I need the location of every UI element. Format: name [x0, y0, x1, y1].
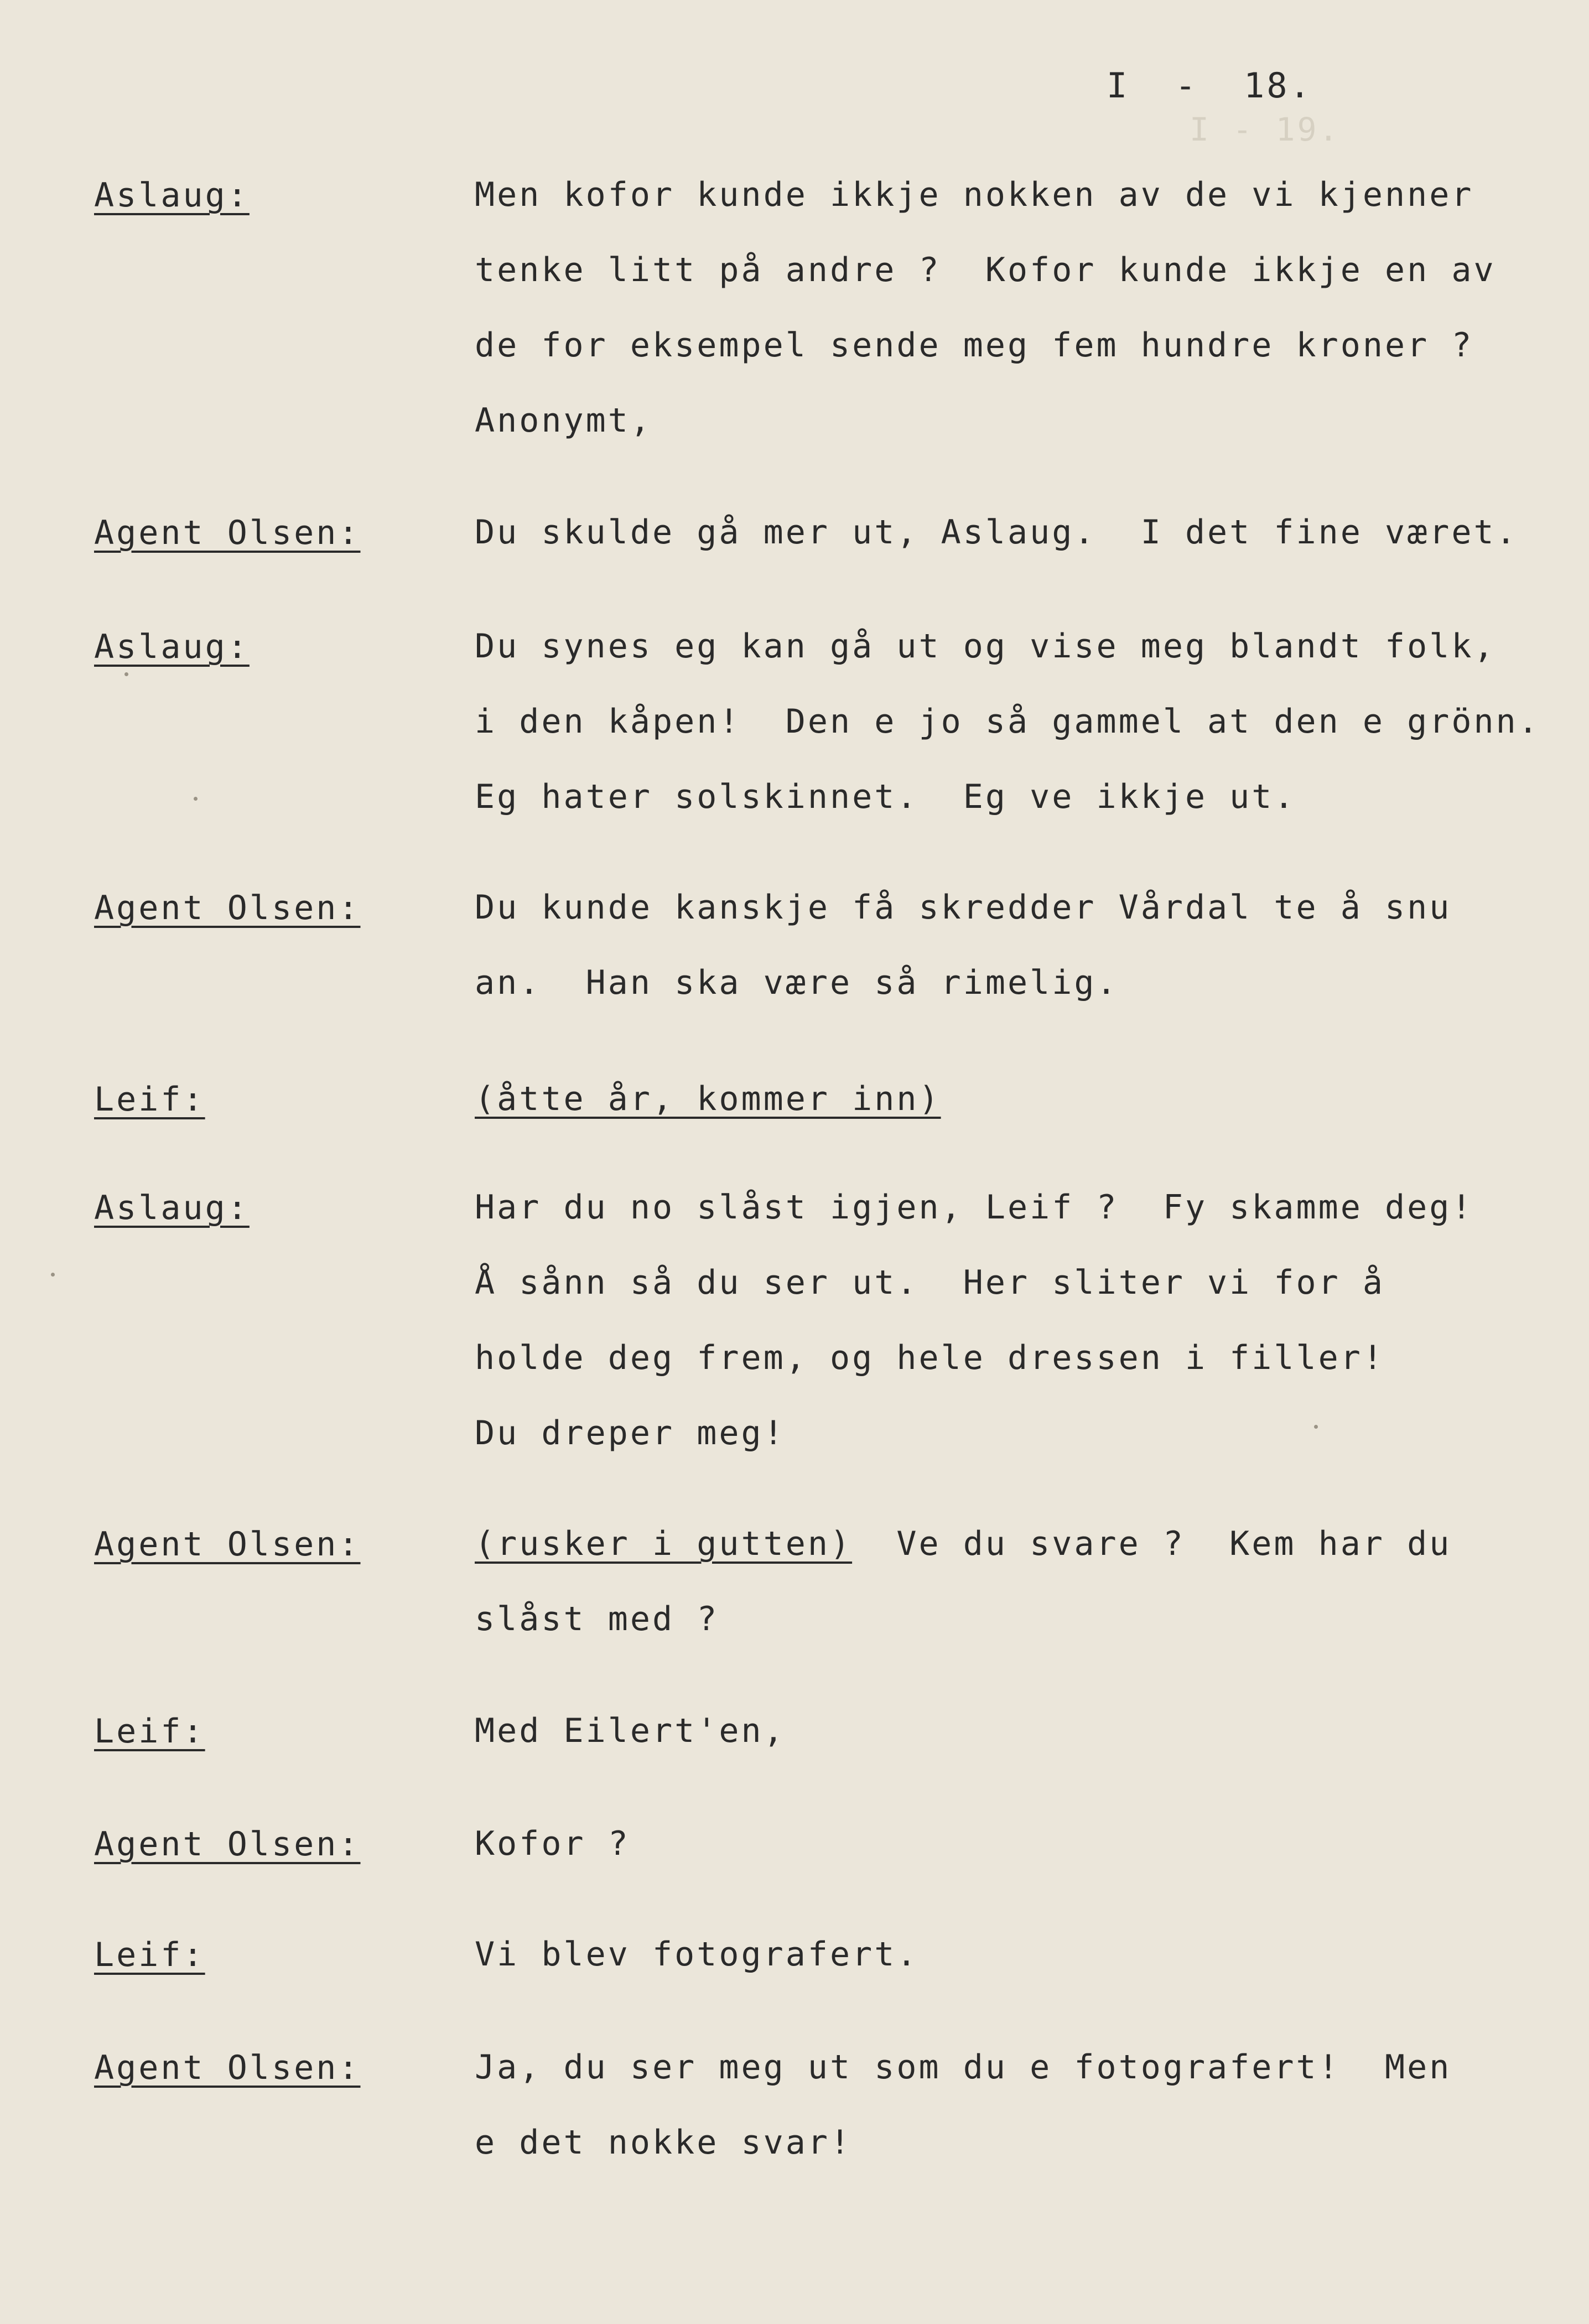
speech-line: an. Han ska være så rimelig. [475, 963, 1119, 1002]
speech-line: Vi blev fotografert. [475, 1935, 919, 1974]
speech-line: tenke litt på andre ? Kofor kunde ikkje en av [475, 251, 1496, 289]
dialogue-speech [475, 1061, 1559, 1137]
stage-direction: (rusker i gutten) [475, 1524, 853, 1563]
dialogue-speech [475, 870, 1559, 1020]
dialogue-speech [475, 1917, 1559, 1992]
paper-speck [194, 797, 198, 801]
speech-line: Eg hater solskinnet. Eg ve ikkje ut. [475, 777, 1296, 816]
dialogue-speech [475, 495, 1559, 570]
speaker-name: Aslaug: [94, 176, 250, 215]
dialogue-speech [475, 2030, 1559, 2180]
speech-line: de for eksempel sende meg fem hundre kroner ? [475, 326, 1474, 365]
speech-line: holde deg frem, og hele dressen i filler! [475, 1339, 1385, 1377]
page-number: I - 18. [1107, 65, 1312, 106]
dialogue-speech [475, 1506, 1559, 1657]
speech-line: Å sånn så du ser ut. Her sliter vi for å [475, 1263, 1385, 1302]
speech-line: Anonymt, [475, 401, 652, 440]
speaker-name: Agent Olsen: [94, 1525, 361, 1564]
speech-line: i den kåpen! Den e jo så gammel at den e grönn. [475, 702, 1540, 741]
speaker-name: Agent Olsen: [94, 2048, 361, 2087]
paper-speck [51, 1273, 55, 1277]
speech-line: Har du no slåst igjen, Leif ? Fy skamme deg! [475, 1188, 1474, 1227]
dialogue-speech [475, 609, 1559, 834]
speech-line: slåst med ? [475, 1600, 719, 1638]
dialogue-speech [475, 157, 1559, 458]
speech-line: Du dreper meg! [475, 1414, 786, 1452]
bleed-through-page-number: I - 19. [1190, 111, 1341, 148]
speech-line: Ja, du ser meg ut som du e fotografert! Men [475, 2048, 1452, 2087]
speech-line: Du synes eg kan gå ut og vise meg blandt folk, [475, 627, 1496, 666]
speech-line: Du skulde gå mer ut, Aslaug. I det fine været. [475, 513, 1518, 552]
speaker-name: Leif: [94, 1936, 205, 1974]
speech-line: e det nokke svar! [475, 2123, 853, 2162]
stage-direction: (åtte år, kommer inn) [475, 1080, 941, 1118]
speech-line: Med Eilert'en, [475, 1711, 786, 1750]
speaker-name: Leif: [94, 1712, 205, 1751]
paper-speck [1314, 1425, 1318, 1429]
dialogue-speech [475, 1170, 1559, 1471]
speaker-name: Agent Olsen: [94, 1825, 361, 1864]
dialogue-speech [475, 1693, 1559, 1768]
speaker-name: Agent Olsen: [94, 513, 361, 552]
dialogue-speech [475, 1806, 1559, 1881]
speaker-name: Agent Olsen: [94, 889, 361, 927]
speaker-name: Leif: [94, 1080, 205, 1119]
speaker-name: Aslaug: [94, 1189, 250, 1227]
speech-line: Ve du svare ? Kem har du [852, 1524, 1452, 1563]
speech-line: Du kunde kanskje få skredder Vårdal te å snu [475, 888, 1452, 927]
speech-line: Men kofor kunde ikkje nokken av de vi kjenner [475, 175, 1474, 214]
speaker-name: Aslaug: [94, 627, 250, 666]
speech-line: Kofor ? [475, 1824, 630, 1863]
paper-speck [124, 672, 128, 676]
